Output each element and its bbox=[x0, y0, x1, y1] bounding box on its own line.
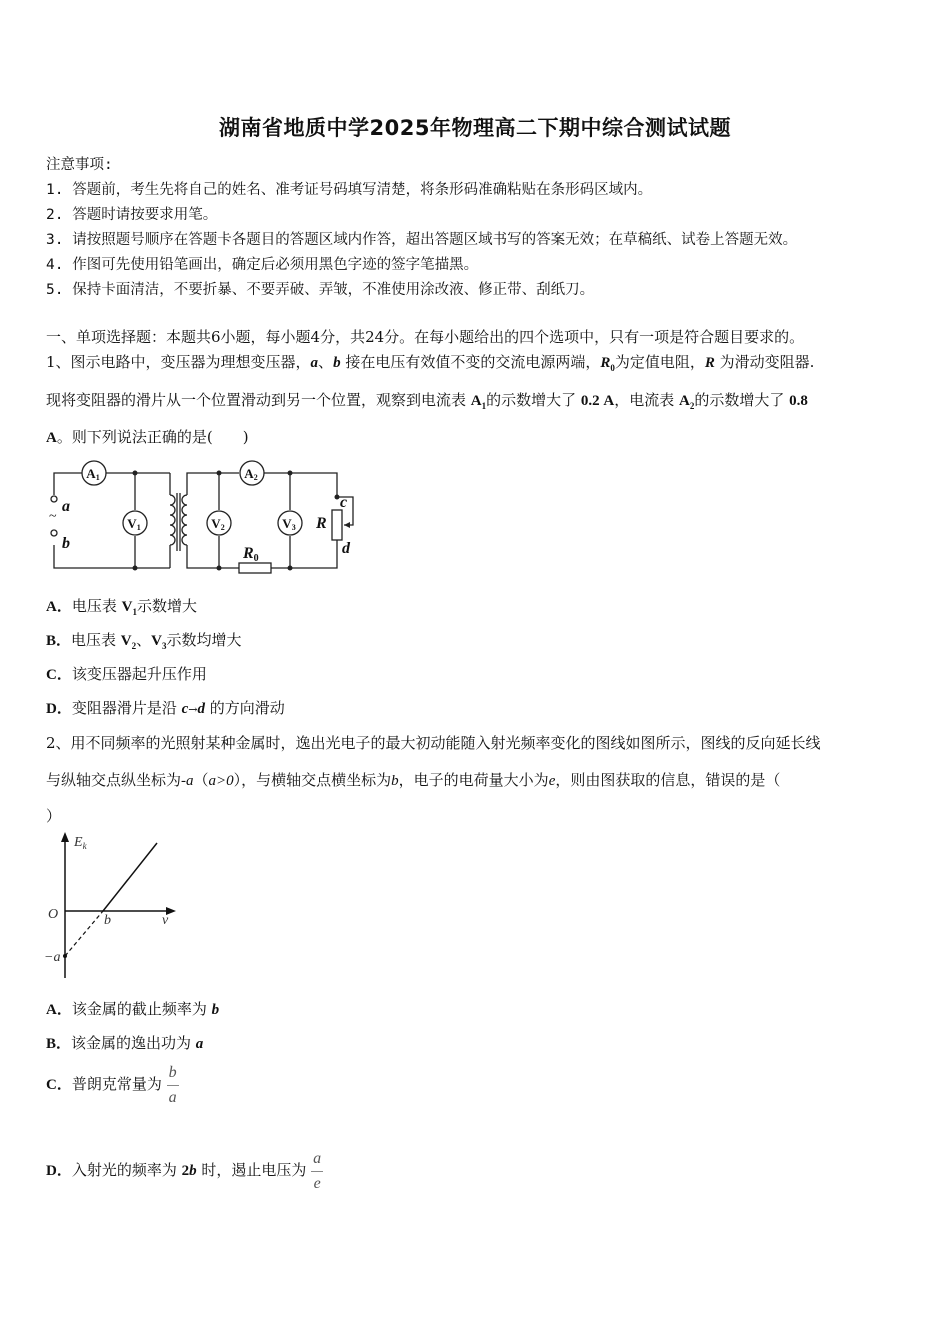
option-text: 的方向滑动 bbox=[205, 699, 285, 717]
symbol: b bbox=[211, 1002, 220, 1018]
notice-item: 2. 答题时请按要求用笔。 bbox=[46, 207, 218, 223]
text: 的示数增大了 bbox=[486, 391, 581, 409]
text: 为定值电阻， bbox=[614, 353, 705, 371]
text: 接在电压有效值不变的交流电源两端， bbox=[340, 353, 601, 371]
text: 为滑动变阻器. bbox=[714, 353, 815, 371]
option-letter: C． bbox=[46, 1077, 72, 1094]
text: 1、图示电路中，变压器为理想变压器， bbox=[46, 353, 311, 371]
fraction bbox=[311, 1150, 323, 1192]
q2-stem-line3: ） bbox=[46, 807, 62, 825]
option-letter: A． bbox=[46, 599, 72, 615]
symbol-c: c bbox=[181, 701, 189, 717]
text: （ bbox=[193, 771, 209, 789]
denominator: e bbox=[313, 1174, 321, 1192]
option-letter: A． bbox=[46, 1002, 72, 1018]
q1-stem-line1 bbox=[46, 351, 814, 373]
text: 的示数增大了 bbox=[694, 391, 790, 409]
svg-text:d: d bbox=[342, 540, 350, 557]
separator: 、 bbox=[136, 631, 152, 649]
circuit-diagram bbox=[40, 455, 370, 585]
option-text: 该金属的截止频率为 bbox=[71, 1000, 212, 1018]
notice-heading: 注意事项: bbox=[46, 157, 113, 173]
svg-text:R: R bbox=[316, 515, 327, 532]
notice-item: 5. 保持卡面清洁，不要折暴、不要弄破、弄皱，不准使用涂改液、修正带、刮纸刀。 bbox=[46, 282, 595, 298]
option-text: 时，遏止电压为 bbox=[196, 1161, 312, 1180]
text: ，电流表 bbox=[614, 391, 680, 409]
text: 与纵轴交点纵坐标为 bbox=[46, 771, 182, 789]
option-text: 变阻器滑片是沿 bbox=[71, 699, 182, 717]
numerator: a bbox=[311, 1150, 323, 1172]
symbol: a bbox=[195, 1036, 204, 1052]
svg-text:b: b bbox=[62, 535, 70, 552]
svg-text:A2: A2 bbox=[244, 466, 258, 482]
option-text: 该变压器起升压作用 bbox=[71, 665, 207, 683]
subscript: 1 bbox=[481, 401, 487, 411]
symbol-a: a bbox=[310, 355, 319, 371]
svg-text:V1: V1 bbox=[127, 516, 141, 532]
text: ），与横轴交点横坐标为 bbox=[233, 771, 392, 789]
svg-text:a: a bbox=[62, 498, 70, 515]
y-intercept-label: −a bbox=[44, 950, 61, 965]
ek-frequency-graph bbox=[40, 828, 190, 983]
option-text: 该金属的逸出功为 bbox=[71, 1034, 196, 1052]
text: 现将变阻器的滑片从一个位置滑动到另一个位置，观察到电流表 bbox=[46, 391, 471, 409]
fraction bbox=[167, 1064, 179, 1106]
q1-stem-line2 bbox=[46, 389, 808, 411]
value: 0.8 bbox=[789, 393, 808, 409]
symbol: V bbox=[151, 633, 162, 649]
text: ，电子的电荷量大小为 bbox=[398, 771, 549, 789]
svg-text:~: ~ bbox=[49, 509, 57, 524]
denominator: a bbox=[168, 1088, 177, 1106]
q2-option-a[interactable] bbox=[46, 998, 219, 1019]
subscript: 0 bbox=[610, 363, 615, 373]
option-letter: D． bbox=[46, 1163, 72, 1180]
symbol: V bbox=[120, 633, 132, 649]
symbol: V bbox=[121, 599, 133, 615]
symbol-b: b bbox=[391, 773, 399, 789]
svg-text:c: c bbox=[340, 494, 348, 511]
section-heading: 一、单项选择题：本题共6小题，每小题4分，共24分。在每小题给出的四个选项中，只有一项是符合题目要求的。 bbox=[46, 328, 805, 346]
value: 0.2 A bbox=[580, 393, 615, 409]
text: 。则下列说法正确的是( ) bbox=[56, 428, 249, 446]
q2-stem-line2 bbox=[46, 769, 780, 790]
symbol-b: b bbox=[333, 355, 341, 371]
option-text: 电压表 bbox=[71, 631, 121, 649]
option-letter: C． bbox=[46, 667, 72, 683]
text: ，则由图获取的信息，错误的是（ bbox=[555, 771, 781, 789]
subscript: 1 bbox=[132, 607, 137, 617]
q1-stem-line3 bbox=[46, 426, 249, 447]
svg-text:V3: V3 bbox=[282, 516, 296, 532]
symbol-a2: A bbox=[679, 393, 690, 409]
condition: a>0 bbox=[208, 773, 234, 789]
y-axis-label: $E_k$ bbox=[74, 835, 87, 851]
svg-text:R0: R0 bbox=[243, 545, 259, 564]
symbol-r0: R bbox=[600, 355, 611, 371]
subscript: 3 bbox=[162, 641, 167, 651]
origin-label: O bbox=[48, 907, 59, 922]
q1-option-b[interactable] bbox=[46, 629, 242, 651]
q2-option-b[interactable] bbox=[46, 1032, 203, 1053]
option-text: 普朗克常量为 bbox=[71, 1075, 167, 1094]
subscript: 2 bbox=[689, 401, 695, 411]
symbol-r: R bbox=[704, 355, 715, 371]
arrow-icon: → bbox=[188, 703, 198, 716]
unit: A bbox=[46, 430, 57, 446]
option-letter: D． bbox=[46, 701, 72, 717]
option-letter: B． bbox=[46, 633, 72, 649]
symbol: -a bbox=[181, 773, 194, 789]
symbol-e: e bbox=[548, 773, 556, 789]
x-axis-label: ν bbox=[162, 913, 169, 928]
symbol: b bbox=[189, 1163, 197, 1180]
value: 2 bbox=[181, 1163, 190, 1180]
option-text: 示数均增大 bbox=[166, 631, 242, 649]
numerator: b bbox=[167, 1064, 179, 1086]
page-title: 湖南省地质中学2025年物理高二下期中综合测试试题 bbox=[219, 116, 731, 140]
notice-item: 1. 答题前，考生先将自己的姓名、准考证号码填写清楚，将条形码准确粘贴在条形码区域内。 bbox=[46, 182, 653, 198]
q1-option-d[interactable] bbox=[46, 697, 285, 718]
q2-option-d[interactable] bbox=[46, 1150, 323, 1192]
subscript: 2 bbox=[131, 641, 137, 651]
text: 、 bbox=[318, 353, 334, 371]
svg-text:V2: V2 bbox=[211, 516, 225, 532]
symbol-d: d bbox=[197, 701, 206, 717]
x-intercept-label: b bbox=[104, 913, 111, 928]
notice-item: 4. 作图可先使用铅笔画出，确定后必须用黑色字迹的签字笔描黑。 bbox=[46, 257, 479, 273]
symbol-a1: A bbox=[470, 393, 482, 409]
q1-option-c[interactable] bbox=[46, 663, 207, 684]
notice-item: 3. 请按照题号顺序在答题卡各题目的答题区域内作答，超出答题区域书写的答案无效；在草稿纸、试卷上答题无效。 bbox=[46, 232, 798, 248]
q1-option-a[interactable] bbox=[46, 595, 197, 617]
option-text: 示数增大 bbox=[136, 597, 197, 615]
svg-text:A1: A1 bbox=[86, 466, 100, 482]
option-text: 入射光的频率为 bbox=[71, 1161, 182, 1180]
q2-option-c[interactable] bbox=[46, 1064, 179, 1106]
option-text: 电压表 bbox=[71, 597, 122, 615]
option-letter: B． bbox=[46, 1036, 72, 1052]
q2-stem-line1: 2、用不同频率的光照射某种金属时，逸出光电子的最大初动能随入射光频率变化的图线如图所示，图线的反向延长线 bbox=[46, 734, 821, 752]
